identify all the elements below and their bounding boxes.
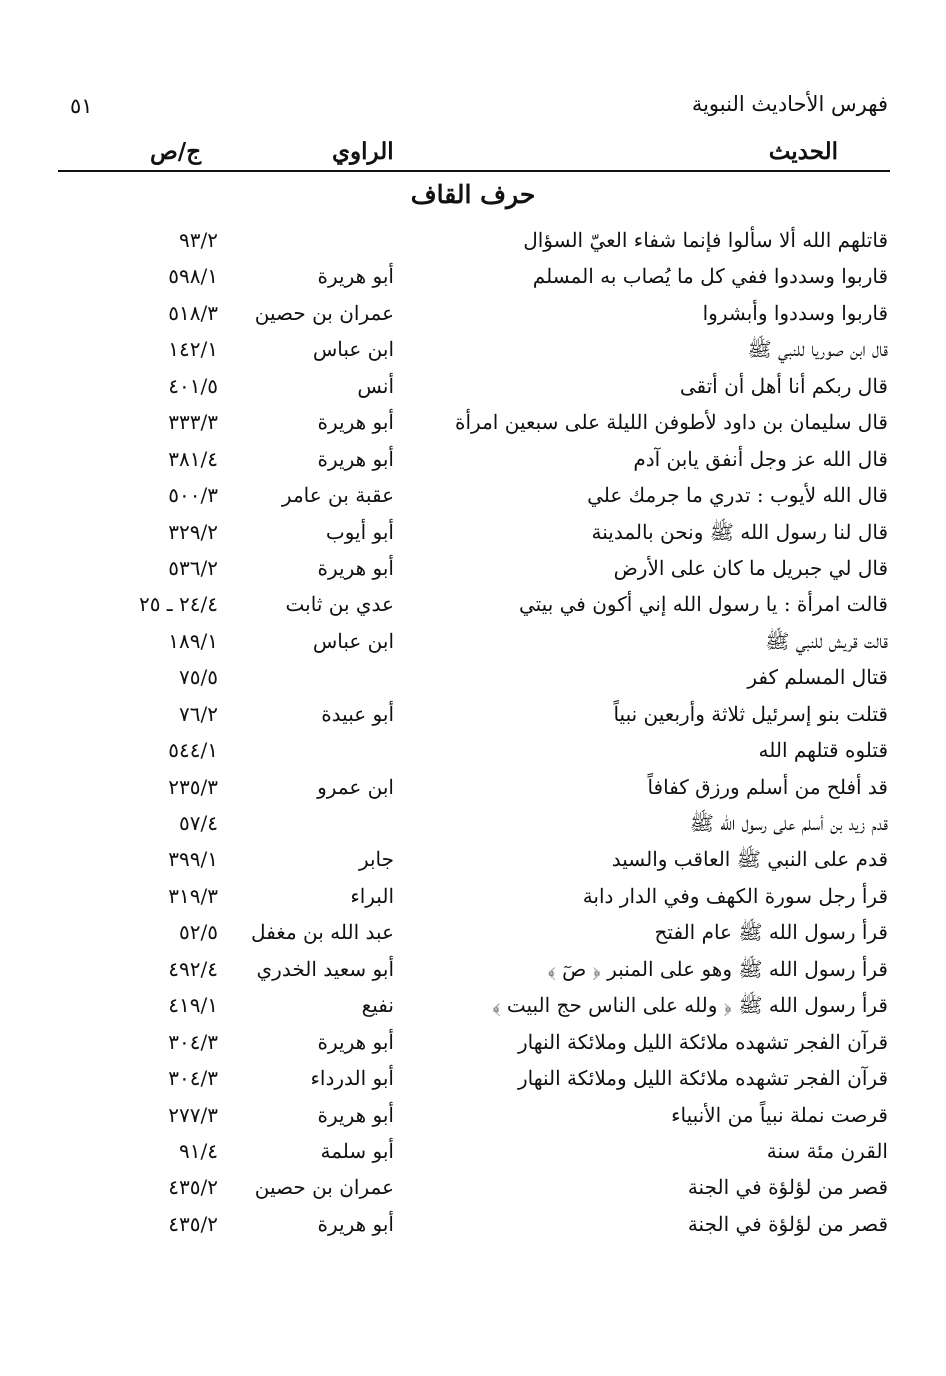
hadith-text: قرآن الفجر تشهده ملائكة الليل وملائكة النهار — [517, 1029, 888, 1054]
hadith-text: قدم زيد بن أسلم على رسول الله ﷺ — [689, 811, 888, 835]
hadith-text: قرأ رسول الله ﷺ ﴿ ولله على الناس حج البيت ﴾ — [492, 993, 888, 1018]
header-divider — [58, 170, 890, 172]
index-row — [0, 1026, 946, 1062]
index-row — [0, 661, 946, 697]
volume-page-ref: ٤٠١/٥ — [168, 373, 218, 398]
narrator-name: أبو عبيدة — [321, 701, 394, 726]
narrator-name: أبو الدرداء — [310, 1066, 394, 1091]
hadith-text: قرأ رسول الله ﷺ عام الفتح — [654, 920, 888, 945]
hadith-text: قدم على النبي ﷺ العاقب والسيد — [611, 847, 888, 872]
volume-page-ref: ٧٥/٥ — [179, 665, 218, 690]
hadith-text: قرأ رجل سورة الكهف وفي الدار دابة — [582, 883, 888, 908]
index-row — [0, 370, 946, 406]
hadith-text: قال الله لأيوب : تدري ما جرمك علي — [587, 483, 888, 508]
hadith-text: قصر من لؤلؤة في الجنة — [687, 1211, 888, 1236]
index-row — [0, 1135, 946, 1171]
hadith-text: القرن مئة سنة — [766, 1138, 888, 1163]
narrator-name: أبو أيوب — [325, 519, 394, 544]
hadith-text: قتال المسلم كفر — [747, 665, 888, 690]
narrator-name: البراء — [350, 883, 394, 908]
volume-page-ref: ٣٨١/٤ — [168, 446, 218, 471]
volume-page-ref: ٥١٨/٣ — [168, 300, 218, 325]
narrator-name: عبد الله بن مغفل — [251, 920, 394, 945]
volume-page-ref: ٤٣٥/٢ — [168, 1211, 218, 1236]
index-row — [0, 953, 946, 989]
narrator-name: عدي بن ثابت — [285, 592, 394, 617]
column-header-rawi: الراوي — [332, 138, 394, 165]
narrator-name: ابن عباس — [312, 628, 394, 653]
index-row — [0, 224, 946, 260]
hadith-text: قال لي جبريل ما كان على الأرض — [613, 555, 888, 580]
index-row — [0, 698, 946, 734]
narrator-name: أبو هريرة — [317, 1029, 394, 1054]
index-row — [0, 588, 946, 624]
volume-page-ref: ٥٩٨/١ — [168, 264, 218, 289]
column-header-hadith: الحديث — [768, 138, 838, 165]
index-row — [0, 771, 946, 807]
narrator-name: جابر — [358, 847, 394, 872]
volume-page-ref: ٢٧٧/٣ — [168, 1102, 218, 1127]
volume-page-ref: ٥٣٦/٢ — [168, 555, 218, 580]
index-row — [0, 552, 946, 588]
narrator-name: أبو هريرة — [317, 1211, 394, 1236]
volume-page-ref: ٥٢/٥ — [179, 920, 218, 945]
hadith-index-list — [0, 224, 946, 1244]
volume-page-ref: ٧٦/٢ — [179, 701, 218, 726]
index-row — [0, 479, 946, 515]
volume-page-ref: ٣٠٤/٣ — [168, 1066, 218, 1091]
index-row — [0, 989, 946, 1025]
hadith-text: قرآن الفجر تشهده ملائكة الليل وملائكة النهار — [517, 1066, 888, 1091]
index-row — [0, 625, 946, 661]
narrator-name: عقبة بن عامر — [281, 483, 394, 508]
volume-page-ref: ٤٩٢/٤ — [168, 956, 218, 981]
hadith-text: قالت قريش للنبي ﷺ — [765, 628, 888, 653]
index-row — [0, 516, 946, 552]
hadith-text: قرصت نملة نبياً من الأنبياء — [671, 1102, 888, 1127]
page-number: ٥١ — [70, 94, 93, 118]
hadith-text: قاربوا وسددوا ففي كل ما يُصاب به المسلم — [532, 264, 888, 289]
volume-page-ref: ٩٣/٢ — [179, 228, 218, 252]
hadith-text: قال ابن صوريا للنبي ﷺ — [747, 337, 888, 362]
hadith-text: قال الله عز وجل أنفق يابن آدم — [633, 446, 888, 471]
index-row — [0, 406, 946, 442]
hadith-text: قالت امرأة : يا رسول الله إني أكون في بيتي — [518, 592, 888, 617]
narrator-name: أبو هريرة — [317, 446, 394, 471]
index-row — [0, 1062, 946, 1098]
volume-page-ref: ٣٠٤/٣ — [168, 1029, 218, 1054]
volume-page-ref: ٥٠٠/٣ — [168, 483, 218, 508]
narrator-name: أبو سعيد الخدري — [256, 956, 394, 981]
volume-page-ref: ٣٢٩/٢ — [168, 519, 218, 544]
hadith-text: قاربوا وسددوا وأبشروا — [702, 300, 888, 325]
narrator-name: ابن عمرو — [317, 774, 394, 799]
volume-page-ref: ٣٣٣/٣ — [168, 410, 218, 435]
volume-page-ref: ١٤٢/١ — [168, 337, 218, 362]
hadith-text: قال ربكم أنا أهل أن أتقى — [679, 373, 888, 398]
index-row — [0, 1099, 946, 1135]
index-row — [0, 734, 946, 770]
volume-page-ref: ٣٩٩/١ — [168, 847, 218, 872]
narrator-name: عمران بن حصين — [254, 1175, 394, 1200]
volume-page-ref: ٥٤٤/١ — [168, 738, 218, 763]
hadith-text: قاتلهم الله ألا سألوا فإنما شفاء العيّ السؤال — [523, 228, 888, 252]
volume-page-ref: ٣١٩/٣ — [168, 883, 218, 908]
volume-page-ref: ٢٣٥/٣ — [168, 774, 218, 799]
index-row — [0, 333, 946, 369]
narrator-name: أبو هريرة — [317, 264, 394, 289]
hadith-text: قال لنا رسول الله ﷺ ونحن بالمدينة — [591, 519, 888, 544]
narrator-name: أبو هريرة — [317, 410, 394, 435]
index-row — [0, 1208, 946, 1244]
index-row — [0, 916, 946, 952]
index-row — [0, 260, 946, 296]
narrator-name: أبو سلمة — [320, 1138, 394, 1163]
hadith-text: قرأ رسول الله ﷺ وهو على المنبر ﴿ صٓ ﴾ — [547, 956, 888, 981]
index-row — [0, 297, 946, 333]
narrator-name: نفيع — [361, 993, 394, 1018]
section-title: حرف القاف — [410, 180, 536, 209]
volume-page-ref: ٩١/٤ — [179, 1138, 218, 1163]
hadith-text: قتلت بنو إسرئيل ثلاثة وأربعين نبياً — [613, 701, 888, 726]
narrator-name: أبو هريرة — [317, 1102, 394, 1127]
index-row — [0, 807, 946, 843]
volume-page-ref: ٤٣٥/٢ — [168, 1175, 218, 1200]
narrator-name: أبو هريرة — [317, 555, 394, 580]
volume-page-ref: ٤١٩/١ — [168, 993, 218, 1018]
narrator-name: أنس — [357, 373, 394, 398]
index-row — [0, 880, 946, 916]
hadith-text: قال سليمان بن داود لأطوفن الليلة على سبعين امرأة — [455, 410, 888, 435]
hadith-text: قد أفلح من أسلم ورزق كفافاً — [647, 774, 888, 799]
volume-page-ref: ١٨٩/١ — [168, 628, 218, 653]
hadith-text: قتلوه قتلهم الله — [758, 738, 888, 763]
column-header-ref: ج/ص — [150, 138, 202, 165]
index-row — [0, 843, 946, 879]
narrator-name: ابن عباس — [312, 337, 394, 362]
index-row — [0, 443, 946, 479]
narrator-name: عمران بن حصين — [254, 300, 394, 325]
volume-page-ref: ٢٤/٤ ـ ٢٥ — [138, 592, 218, 617]
index-row — [0, 1171, 946, 1207]
hadith-text: قصر من لؤلؤة في الجنة — [687, 1175, 888, 1200]
volume-page-ref: ٥٧/٤ — [179, 811, 218, 835]
running-title: فهرس الأحاديث النبوية — [691, 92, 888, 116]
